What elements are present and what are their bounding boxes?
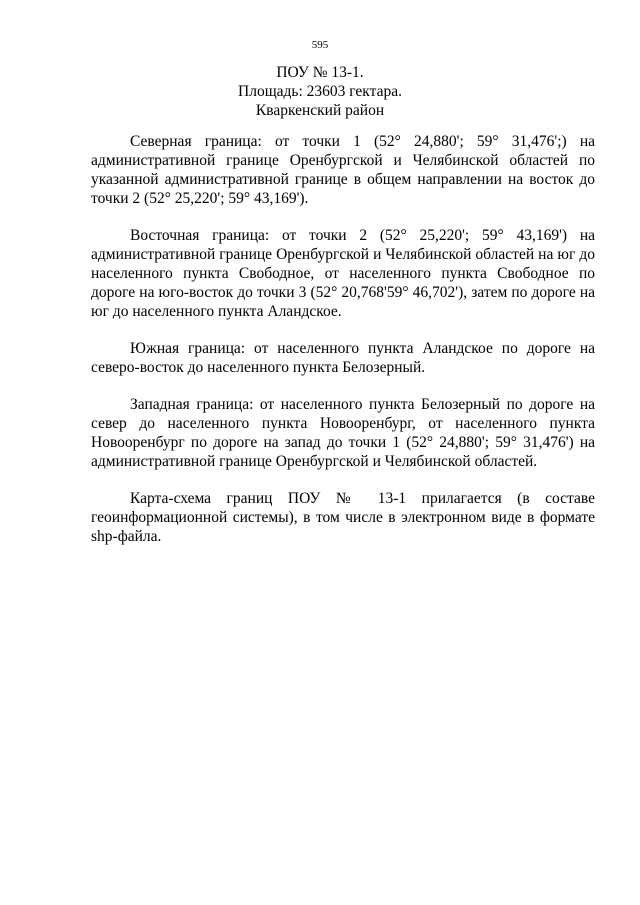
paragraph-east-border: Восточная граница: от точки 2 (52° 25,220'; 59° 43,169') на административной границе Оренбургской и Челябинской областей на юг до населенного пункта Свободное, от населенного пункта Свободное по дороге на юго-восток до точки 3 (52° 20,768'59° 46,702'), затем по дороге на юг до населенного пункта Аландское. — [91, 227, 595, 320]
paragraph-south-border: Южная граница: от населенного пункта Аландское по дороге на северо-восток до населенного пункта Белозерный. — [91, 340, 595, 376]
document-body — [91, 132, 595, 564]
paragraph-map-scheme: Карта-схема границ ПОУ № 13-1 прилагается (в составе геоинформационной системы), в том числе в электронном виде в формате shp-файла. — [91, 490, 595, 545]
heading-area: Площадь: 23603 гектара. — [238, 83, 402, 100]
document-heading — [0, 63, 640, 120]
page-number: 595 — [311, 39, 329, 51]
paragraph-north-border: Северная граница: от точки 1 (52° 24,880'; 59° 31,476';) на административной границе Оренбургской и Челябинской областей по указанной административной границе в общем направлении на восток до точки 2 (52° 25,220'; 59° 43,169'). — [91, 133, 595, 207]
heading-district: Кваркенский район — [255, 102, 385, 119]
paragraph-west-border: Западная граница: от населенного пункта Белозерный по дороге на север до населенного пункта Новооренбург, от населенного пункта Новооренбург по дороге на запад до точки 1 (52° 24,880'; 59° 31,476') на административной границе Оренбургской и Челябинской областей. — [91, 396, 595, 470]
heading-title: ПОУ № 13-1. — [276, 64, 364, 81]
